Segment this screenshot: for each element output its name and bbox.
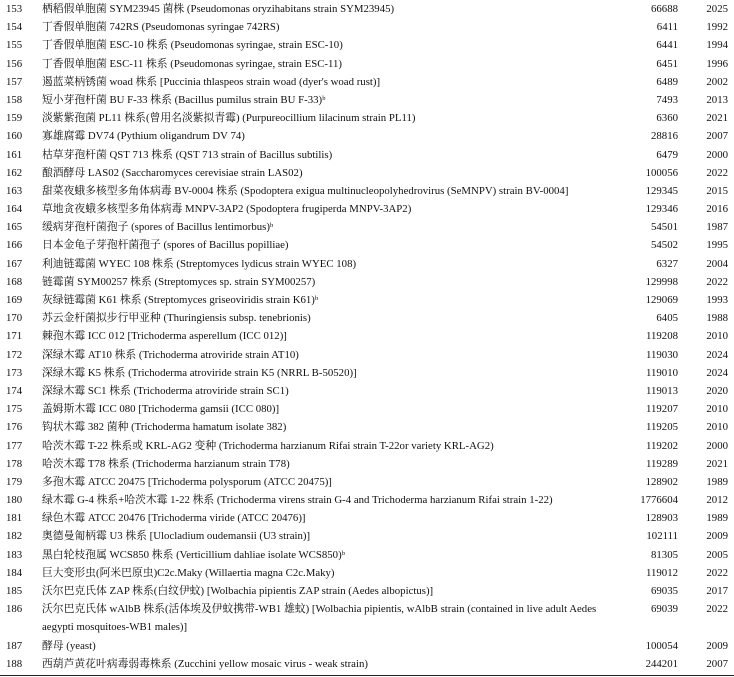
row-name: 哈茨木霉 T78 株系 (Trichoderma harzianum strain T78)	[42, 457, 290, 470]
row-number: 163	[6, 184, 23, 197]
table-row	[0, 182, 734, 200]
row-year: 1987	[706, 221, 728, 234]
row-number: 164	[6, 203, 23, 216]
table-row	[0, 437, 734, 455]
table-row	[0, 509, 734, 527]
row-year: 2009	[706, 530, 728, 543]
row-year: 2004	[706, 257, 728, 270]
row-name: 日本金龟子芽孢杆菌孢子 (spores of Bacillus popilliae)	[42, 239, 289, 252]
row-number: 171	[6, 330, 23, 343]
row-number: 166	[6, 239, 23, 252]
row-code: 129998	[645, 275, 678, 288]
row-code: 6489	[656, 75, 678, 88]
row-number: 174	[6, 384, 23, 397]
row-name: 丁香假单胞菌 ESC-11 株系 (Pseudomonas syringae, strain ESC-11)	[42, 57, 342, 70]
row-number: 175	[6, 403, 23, 416]
row-code: 54502	[651, 239, 678, 252]
row-code: 69039	[651, 603, 678, 616]
table-row	[0, 200, 734, 218]
row-number: 186	[6, 603, 23, 616]
row-code: 129345	[645, 184, 678, 197]
row-number: 170	[6, 312, 23, 325]
row-name: 链霉菌 SYM00257 株系 (Streptomyces sp. strain SYM00257)	[42, 275, 316, 288]
row-name: 寡雄腐霉 DV74 (Pythium oligandrum DV 74)	[42, 130, 245, 143]
row-name: 草地贪夜蛾多核型多角体病毒 MNPV-3AP2 (Spodoptera frugiperda MNPV-3AP2)	[42, 203, 412, 216]
row-code: 54501	[651, 221, 678, 234]
row-year: 1992	[706, 21, 728, 34]
row-name: 盖姆斯木霉 ICC 080 [Trichoderma gamsii (ICC 080)]	[42, 403, 280, 416]
row-year: 2010	[706, 421, 728, 434]
row-name: 丁香假单胞菌 742RS (Pseudomonas syringae 742RS)	[42, 21, 280, 34]
row-name: 缓病芽孢杆菌孢子 (spores of Bacillus lentimorbus)ᵇ	[42, 221, 274, 234]
table-bottom-rule	[0, 675, 734, 676]
table-row	[0, 291, 734, 309]
row-year: 2022	[706, 166, 728, 179]
row-number: 185	[6, 585, 23, 597]
row-code: 128903	[645, 512, 678, 525]
table-row	[0, 55, 734, 73]
table-row	[0, 564, 734, 582]
row-number: 167	[6, 257, 23, 270]
row-number: 179	[6, 475, 23, 488]
row-name: 奥德曼匍柄霉 U3 株系 [Ulocladium oudemansii (U3 strain)]	[42, 530, 311, 543]
row-number: 153	[6, 3, 23, 15]
row-name: 黑白轮枝孢属 WCS850 株系 (Verticillium dahliae isolate WCS850)ᵇ	[42, 548, 346, 561]
row-code: 1776604	[640, 494, 678, 507]
row-number: 176	[6, 421, 23, 434]
row-year: 1994	[706, 39, 728, 52]
row-year: 1989	[706, 475, 728, 488]
row-code: 102111	[646, 530, 678, 543]
table-row	[0, 164, 734, 182]
row-year: 2022	[706, 603, 728, 616]
row-name: 棘孢木霉 ICC 012 [Trichoderma asperellum (ICC 012)]	[42, 330, 287, 343]
table-row	[0, 455, 734, 473]
row-year: 1993	[706, 294, 728, 306]
row-code: 119205	[646, 421, 678, 434]
row-code: 66688	[651, 3, 678, 15]
row-number: 154	[6, 21, 23, 34]
row-name: 西葫芦黄花叶病毒弱毒株系 (Zucchini yellow mosaic virus - weak strain)	[42, 657, 368, 670]
row-code: 119207	[646, 403, 678, 416]
row-code: 6360	[656, 112, 678, 125]
table-row	[0, 364, 734, 382]
table-row	[0, 127, 734, 145]
row-code: 6411	[656, 21, 678, 34]
row-number: 165	[6, 221, 23, 234]
row-number: 184	[6, 566, 23, 579]
row-year: 2015	[706, 184, 728, 197]
row-name: 深绿木霉 AT10 株系 (Trichoderma atroviride strain AT10)	[42, 348, 299, 361]
row-number: 172	[6, 348, 23, 361]
row-code: 28816	[651, 130, 678, 143]
row-year: 2005	[706, 548, 728, 561]
row-code: 128902	[645, 475, 678, 488]
row-year: 2012	[706, 494, 728, 507]
row-year: 2022	[706, 566, 728, 579]
row-number: 187	[6, 639, 23, 652]
row-year: 2013	[706, 93, 728, 106]
row-name: 短小芽孢杆菌 BU F-33 株系 (Bacillus pumilus strain BU F-33)ᵇ	[42, 93, 326, 106]
row-number: 158	[6, 93, 23, 106]
table-row	[0, 255, 734, 273]
row-name: 哈茨木霉 T-22 株系或 KRL-AG2 变种 (Trichoderma harzianum Rifai strain T-22or variety KRL-AG2)	[42, 439, 494, 452]
row-year: 2000	[706, 148, 728, 161]
row-number: 160	[6, 130, 23, 143]
row-number: 162	[6, 166, 23, 179]
table-row	[0, 0, 734, 18]
row-name: 酿酒酵母 LAS02 (Saccharomyces cerevisiae strain LAS02)	[42, 166, 303, 179]
row-name: 深绿木霉 K5 株系 (Trichoderma atroviride strain K5 (NRRL B-50520)]	[42, 366, 357, 379]
table-row	[0, 655, 734, 673]
row-code: 119012	[646, 566, 678, 579]
row-name: 灰绿链霉菌 K61 株系 (Streptomyces griseoviridis strain K61)ᵇ	[42, 294, 319, 306]
table-row	[0, 309, 734, 327]
row-number: 182	[6, 530, 23, 543]
row-year: 2010	[706, 330, 728, 343]
row-code: 129346	[645, 203, 678, 216]
table-row	[0, 218, 734, 236]
table-row	[0, 236, 734, 254]
row-code: 6479	[656, 148, 678, 161]
table-row	[0, 400, 734, 418]
row-year: 1989	[706, 512, 728, 525]
row-number: 161	[6, 148, 23, 161]
row-number: 177	[6, 439, 23, 452]
row-code: 100056	[645, 166, 678, 179]
row-year: 1988	[706, 312, 728, 325]
table-row	[0, 491, 734, 509]
row-name: 钩状木霉 382 菌种 (Trichoderma hamatum isolate 382)	[42, 421, 287, 434]
row-name: 绿木霉 G-4 株系+哈茨木霉 1-22 株系 (Trichoderma virens strain G-4 and Trichoderma harzianum Rifai strain 1-22)	[42, 494, 553, 507]
table-row	[0, 382, 734, 400]
row-name: 遏蓝菜柄锈菌 woad 株系 [Puccinia thlaspeos strain woad (dyer's woad rust)]	[42, 75, 381, 88]
table-row	[0, 637, 734, 655]
row-number: 155	[6, 39, 23, 52]
table-row	[0, 73, 734, 91]
row-name: 深绿木霉 SC1 株系 (Trichoderma atroviride strain SC1)	[42, 384, 289, 397]
row-name: 苏云金杆菌拟步行甲亚种 (Thuringiensis subsp. tenebrionis)	[42, 312, 311, 325]
row-year: 2007	[706, 130, 728, 143]
row-number: 180	[6, 494, 23, 507]
row-name: 多孢木霉 ATCC 20475 [Trichoderma polysporum (ATCC 20475)]	[42, 475, 332, 488]
row-number: 181	[6, 512, 23, 525]
row-number: 169	[6, 294, 23, 306]
table-row	[0, 273, 734, 291]
row-year: 1996	[706, 57, 728, 70]
row-code: 119030	[646, 348, 678, 361]
row-name: 丁香假单胞菌 ESC-10 株系 (Pseudomonas syringae, strain ESC-10)	[42, 39, 343, 52]
row-year: 2016	[706, 203, 728, 216]
table-row	[0, 473, 734, 491]
table-row	[0, 327, 734, 345]
row-year: 2024	[706, 348, 728, 361]
table-row	[0, 36, 734, 54]
row-name: 枯草芽孢杆菌 QST 713 株系 (QST 713 strain of Bacillus subtilis)	[42, 148, 333, 161]
row-name: 巨大变形虫(阿米巴原虫)C2c.Maky (Willaertia magna C2c.Maky)	[42, 566, 335, 579]
row-year: 2022	[706, 275, 728, 288]
row-code: 119208	[646, 330, 678, 343]
row-year: 2021	[706, 457, 728, 470]
row-year: 2000	[706, 439, 728, 452]
row-code: 6441	[656, 39, 678, 52]
row-code: 119010	[646, 366, 678, 379]
row-number: 156	[6, 57, 23, 70]
row-code: 69035	[651, 585, 678, 597]
row-year: 2002	[706, 75, 728, 88]
row-name: 栖稻假单胞菌 SYM23945 菌株 (Pseudomonas oryzihabitans strain SYM23945)	[42, 3, 395, 15]
table-row	[0, 600, 734, 636]
row-name: 淡紫紫孢菌 PL11 株系(曾用名淡紫拟青霉) (Purpureocillium lilacinum strain PL11)	[42, 112, 416, 125]
row-year: 2009	[706, 639, 728, 652]
table-row	[0, 346, 734, 364]
row-name: 酵母 (yeast)	[42, 639, 96, 652]
row-code: 6451	[656, 57, 678, 70]
row-year: 2010	[706, 403, 728, 416]
row-name: 沃尔巴克氏体 wAlbB 株系(活体埃及伊蚊携带-WB1 雄蚊) [Wolbachia pipientis, wAlbB strain (contained in live adult Aedes aegypti mosquitoes-WB1 males)]	[42, 603, 597, 634]
row-name: 沃尔巴克氏体 ZAP 株系(白纹伊蚊) [Wolbachia pipientis ZAP strain (Aedes albopictus)]	[42, 585, 434, 597]
row-year: 2024	[706, 366, 728, 379]
table-row	[0, 91, 734, 109]
row-name: 利迪链霉菌 WYEC 108 株系 (Streptomyces lydicus strain WYEC 108)	[42, 257, 357, 270]
row-code: 119013	[646, 384, 678, 397]
row-number: 183	[6, 548, 23, 561]
row-code: 7493	[656, 93, 678, 106]
row-year: 1995	[706, 239, 728, 252]
row-year: 2007	[706, 657, 728, 670]
row-name: 甜菜夜蛾多核型多角体病毒 BV-0004 株系 (Spodoptera exigua multinucleopolyhedrovirus (SeMNPV) strain BV-0004]	[42, 184, 569, 197]
table-row	[0, 546, 734, 564]
row-name: 绿色木霉 ATCC 20476 [Trichoderma viride (ATCC 20476)]	[42, 512, 306, 525]
table-row	[0, 146, 734, 164]
row-number: 188	[6, 657, 23, 670]
row-code: 6327	[656, 257, 678, 270]
row-year: 2021	[706, 112, 728, 125]
table-row	[0, 582, 734, 600]
row-year: 2020	[706, 384, 728, 397]
row-number: 159	[6, 112, 23, 125]
row-year: 2025	[706, 3, 728, 15]
row-number: 178	[6, 457, 23, 470]
row-number: 157	[6, 75, 23, 88]
row-code: 129069	[645, 294, 678, 306]
row-number: 173	[6, 366, 23, 379]
table-row	[0, 109, 734, 127]
row-code: 119289	[646, 457, 678, 470]
row-year: 2017	[706, 585, 728, 597]
row-code: 81305	[651, 548, 678, 561]
row-code: 100054	[645, 639, 678, 652]
row-code: 244201	[645, 657, 678, 670]
table-row	[0, 527, 734, 545]
row-code: 6405	[656, 312, 678, 325]
row-number: 168	[6, 275, 23, 288]
row-code: 119202	[646, 439, 678, 452]
table-row	[0, 418, 734, 436]
table-row	[0, 18, 734, 36]
